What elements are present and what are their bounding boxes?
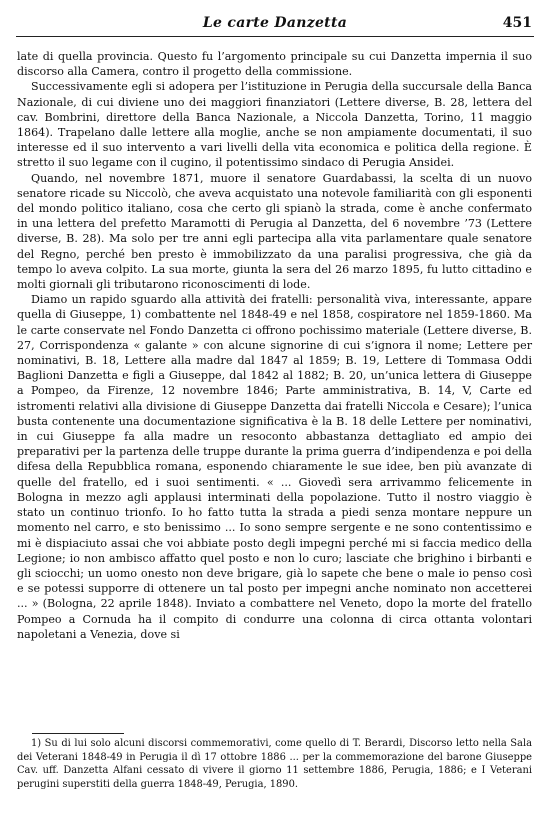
paragraph: Successivamente egli si adopera per l’istituzione in Perugia della succursale della Banca Nazionale, di cui diviene uno dei maggiori finanziatori (Lettere diverse, B. 28, lettera del cav. Bombrini, direttore della Banca Nazionale, a Niccola Danzetta, Torino, 11 maggio 1864). Trapelano dalle lettere alla moglie, anche se non ampiamente documentati, il suo interesse ed il suo intervento a vari livelli della vita economica e politica della regione. È stretto il suo legame con il cugino, il potentissimo sindaco di Perugia Ansidei. [17, 80, 532, 170]
paragraph: Diamo un rapido sguardo alla attività dei fratelli: personalità viva, interessante, appare quella di Giuseppe, 1) combattente nel 1848-49 e nel 1858, cospiratore nel 1859-1860. Ma le carte conservate nel Fondo Danzetta ci offrono pochissimo materiale (Lettere diverse, B. 27, Corrispondenza « galante » con alcune signorine di cui s’ignora il nome; Lettere per nominativi, B. 18, Lettere alla madre dal 1847 al 1859; B. 19, Lettere di Tommasa Oddi Baglioni Danzetta e figli a Giuseppe, dal 1842 al 1882; B. 20, un’unica lettera di Giuseppe a Pompeo, da Firenze, 12 novembre 1846; Parte amministrativa, B. 14, V, Carte ed istromenti relativi alla divisione di Giuseppe Danzetta dai fratelli Niccola e Cesare); l’unica busta contenente una documentazione significativa è la B. 18 delle Lettere per nominativi, in cui Giuseppe fa alla madre un resoconto abbastanza dettagliato ed ampio dei preparativi per la partenza delle truppe durante la prima guerra d’indipendenza e poi della difesa della Repubblica romana, esponendo chiaramente le sue idee, ben più avanzate di quelle del fratello, ed i suoi sentimenti. « ... Giovedì sera arrivammo felicemente in Bologna in mezzo agli applausi interminati della popolazione. Tutto il nostro viaggio è stato un continuo trionfo. Io ho fatto tutta la strada a piedi senza montare neppure un momento nel carro, e sto benissimo ... Io sono sempre sergente e ne sono contentissimo e mi è dispiaciuto assai che voi abbiate posto degli impegni perché mi si faccia medico della Legione; io non ambisco affatto quel posto e non lo curo; lasciate che brighino i birbanti e gli sciocchi; un uomo onesto non deve brigare, già lo sapete che bene o male io penso così e se potessi supporre di ottenere un tal posto per impegni anche nominato non accetterei ... » (Bologna, 22 aprile 1848). Inviato a combattere nel Veneto, dopo la morte del fratello Pompeo a Cornuda ha il compito di condurre una colonna di circa ottanta volontari napoletani a Venezia, dove si [17, 293, 532, 641]
page-number: 451 [502, 15, 532, 31]
page-header [16, 14, 534, 37]
running-title: Le carte Danzetta [202, 15, 348, 31]
paragraph: Quando, nel novembre 1871, muore il senatore Guardabassi, la scelta di un nuovo senatore ricade su Niccolò, che aveva acquistato una notevole familiarità con gli esponenti del mondo politico italiano, cosa che certo gli spianò la strada, come è anche confermato in una lettera del prefetto Maramotti di Perugia al Danzetta, del 6 novembre ’73 (Lettere diverse, B. 28). Ma solo per tre anni egli partecipa alla vita parlamentare quale senatore del Regno, perché ben presto è immobilizzato da una paralisi progressiva, che già da tempo lo aveva colpito. La sua morte, giunta la sera del 26 marzo 1895, fu lutto cittadino e molti giornali gli tributarono riconoscimenti di lode. [17, 171, 532, 292]
body-text [17, 49, 532, 642]
paragraph: late di quella provincia. Questo fu l’argomento principale su cui Danzetta impernia il suo discorso alla Camera, contro il progetto della commissione. [17, 50, 532, 79]
footnote-divider [32, 733, 124, 734]
footnote: 1) Su di lui solo alcuni discorsi commemorativi, come quello di T. Berardi, Discorso letto nella Sala dei Veterani 1848-49 in Perugia il dì 17 ottobre 1886 ... per la commemorazione del barone Giuseppe Cav. uff. Danzetta Alfani cessato di vivere il giorno 11 settembre 1886, Perugia, 1886; e I Veterani perugini superstiti della guerra 1848-49, Perugia, 1890. [17, 738, 532, 790]
